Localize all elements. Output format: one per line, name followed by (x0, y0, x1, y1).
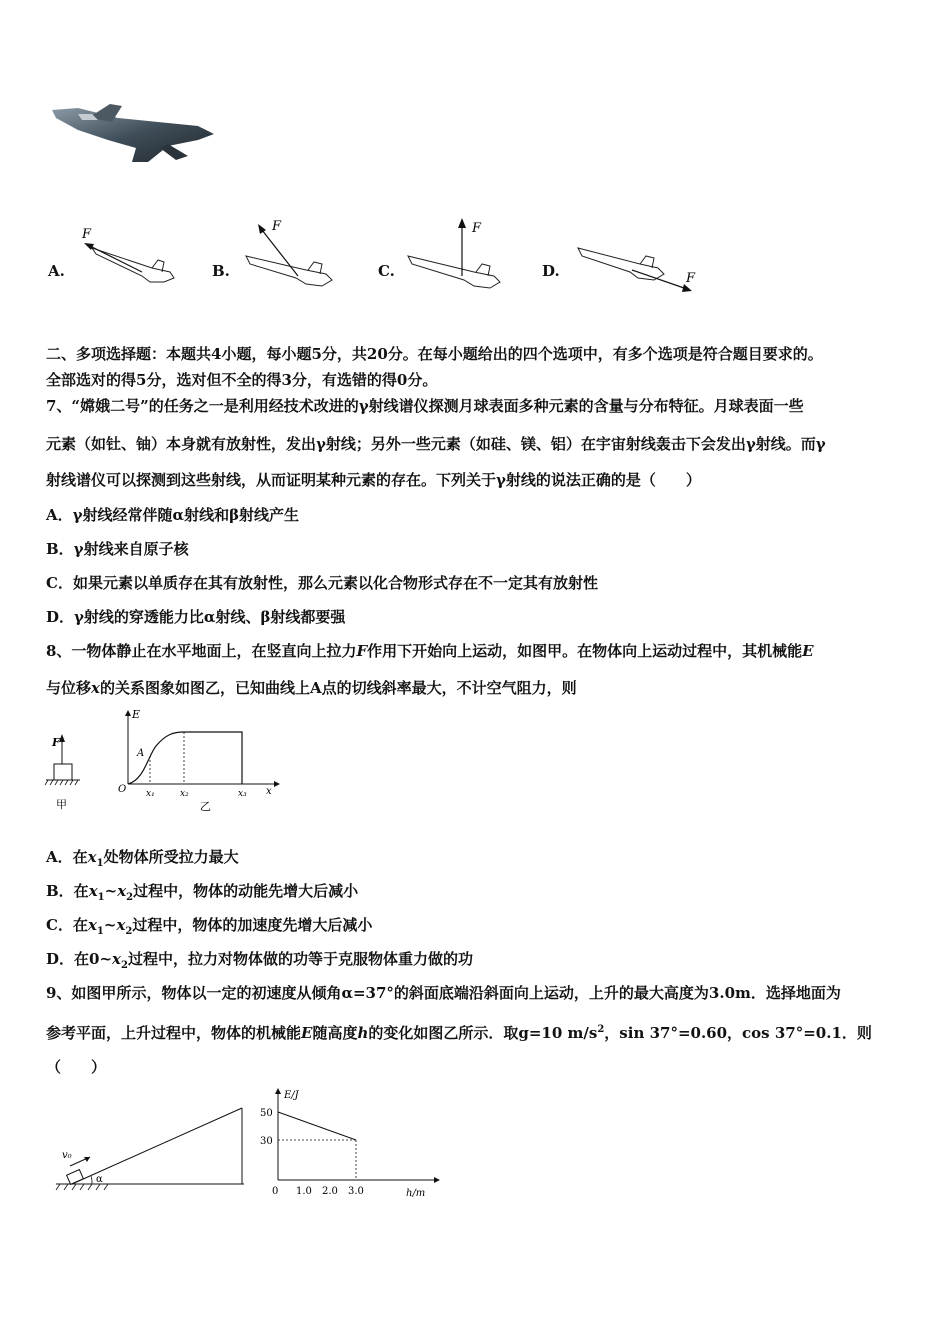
option-a-label: A. (48, 262, 65, 280)
q8-opt-c-tilde: ~ (103, 916, 117, 934)
q8-text-2b: 的关系图象如图乙，已知曲线上A点的切线斜率最大，不计空气阻力，则 (99, 679, 577, 697)
q9-fig-y50: 50 (260, 1108, 273, 1119)
q7-stem-line1: 7、“嫦娥二号”的任务之一是利用经技术改进的γ射线谱仪探测月球表面多种元素的含量与分布特征。月球表面一些 (46, 397, 804, 415)
q8-text-1a: 8、一物体静止在水平地面上，在竖直向上拉力 (46, 642, 357, 660)
q8-opt-c-pre: C．在 (46, 916, 88, 934)
q8-opt-b-x1: x (88, 882, 98, 900)
q8-var-F: F (356, 642, 368, 660)
option-a-figure (72, 220, 182, 300)
section2-line1: 二、多项选择题：本题共4小题，每小题5分，共20分。在每小题给出的四个选项中，有多个选项是符合题目要求的。 (46, 345, 823, 363)
q8-fig-jia-label: 甲 (56, 798, 67, 811)
q8-fig-x3: x₃ (238, 789, 247, 799)
q7-option-c: C．如果元素以单质存在其有放射性，那么元素以化合物形式存在不一定其有放射性 (46, 574, 598, 592)
q9-fig-xlabel: h/m (406, 1188, 426, 1198)
option-d-label: D. (542, 262, 560, 280)
q8-opt-a-pre: A．在 (46, 848, 88, 866)
q8-opt-b-tilde: ~ (104, 882, 118, 900)
q8-text-1b: 作用下开始向上运动，如图甲。在物体向上运动过程中，其机械能 (367, 642, 803, 660)
q9-sup: 2 (597, 1024, 605, 1035)
q8-opt-a-x: x (87, 848, 97, 866)
q8-opt-c-x2: x (116, 916, 126, 934)
q8-opt-d-post: 过程中，拉力对物体做的功等于克服物体重力做的功 (127, 950, 473, 968)
q8-text-2a: 与位移 (46, 679, 92, 697)
q8-opt-c-x1: x (87, 916, 97, 934)
force-label-a: F (82, 227, 92, 242)
q9-var-E: E (301, 1024, 313, 1042)
q8-opt-d-s: 2 (120, 960, 128, 971)
q8-stem-line2 (46, 678, 577, 698)
q8-option-a (46, 847, 239, 874)
q9-var-h: h (357, 1024, 369, 1042)
q9-text-2b: 随高度 (312, 1024, 358, 1042)
section2-line2: 全部选对的得5分，选对但不全的得3分，有选错的得0分。 (46, 371, 438, 389)
q8-stem-line1 (46, 641, 814, 661)
q8-opt-a-post: 处物体所受拉力最大 (103, 848, 239, 866)
q8-opt-b-s1: 1 (97, 892, 105, 903)
q9-text-2d: ，sin 37°=0.60，cos 37°=0.1．则 (604, 1024, 872, 1042)
q7-option-d: D．γ射线的穿透能力比α射线、β射线都要强 (46, 608, 346, 626)
q9-fig-x0: 0 (272, 1186, 279, 1197)
q8-var-x: x (91, 679, 100, 697)
q8-opt-c-s2: 2 (125, 926, 133, 937)
q8-fig-yi (118, 708, 280, 813)
q7-stem-line2: 元素（如钍、铀）本身就有放射性，发出γ射线；另外一些元素（如硅、镁、铝）在宇宙射线轰击下会发出γ射线。而γ (46, 435, 826, 453)
q8-opt-c-post: 过程中，物体的加速度先增大后减小 (132, 916, 373, 934)
q8-figure (44, 706, 284, 816)
force-label-d: F (686, 271, 696, 286)
q9-fig-v0: v₀ (62, 1150, 72, 1161)
q9-fig-x2: 2.0 (322, 1186, 338, 1197)
q8-fig-O: O (118, 784, 127, 795)
q8-opt-d-pre: D．在0~ (46, 950, 113, 968)
q8-fig-A: A (137, 748, 145, 759)
q8-fig-E: E (132, 708, 141, 721)
q9-text-2c: 的变化如图乙所示．取g=10 m/s (368, 1024, 598, 1042)
q8-fig-x1: x₁ (146, 789, 155, 799)
q8-option-b (46, 881, 358, 908)
q8-fig-x2: x₂ (180, 789, 189, 799)
q9-fig-x3: 3.0 (348, 1186, 364, 1197)
q9-fig-y30: 30 (260, 1136, 273, 1147)
q7-option-a: A．γ射线经常伴随α射线和β射线产生 (46, 506, 300, 524)
q9-stem-line3: （ ） (46, 1058, 107, 1076)
force-label-b: F (272, 219, 282, 234)
q9-stem-line2 (46, 1020, 872, 1043)
q8-opt-b-s2: 2 (126, 892, 134, 903)
option-b-label: B. (212, 262, 230, 280)
q9-fig-alpha: α (96, 1174, 103, 1185)
q8-opt-c-s1: 1 (96, 926, 104, 937)
option-d-figure (574, 238, 704, 302)
jet-fighter-photo (48, 100, 218, 170)
option-c-figure (404, 214, 514, 300)
q9-text-2a: 参考平面，上升过程中，物体的机械能 (46, 1024, 302, 1042)
q9-incline-figure (52, 1096, 252, 1196)
q8-var-E: E (802, 642, 814, 660)
q9-energy-graph (254, 1086, 444, 1198)
q8-opt-b-post: 过程中，物体的动能先增大后减小 (133, 882, 359, 900)
q7-stem-line3: 射线谱仪可以探测到这些射线，从而证明某种元素的存在。下列关于γ射线的说法正确的是（ ） (46, 471, 701, 489)
force-label-c: F (472, 221, 482, 236)
q8-option-c (46, 915, 372, 942)
option-b-figure (236, 214, 346, 300)
option-c-label: C. (378, 262, 395, 280)
q9-fig-ylabel: E/J (284, 1090, 299, 1101)
q8-fig-x: x (266, 786, 272, 797)
q8-option-d (46, 949, 473, 976)
q8-opt-d-x: x (112, 950, 121, 968)
q8-fig-F: F (52, 736, 60, 749)
q7-option-b: B．γ射线来自原子核 (46, 540, 189, 558)
q9-fig-x1: 1.0 (296, 1186, 312, 1197)
q9-stem-line1: 9、如图甲所示，物体以一定的初速度从倾角α=37°的斜面底端沿斜面向上运动，上升的最大高度为3.0m．选择地面为 (46, 984, 841, 1002)
q8-opt-b-pre: B．在 (46, 882, 89, 900)
q8-opt-b-x2: x (117, 882, 127, 900)
q8-fig-yi-label: 乙 (200, 800, 211, 813)
q8-fig-jia (45, 734, 80, 811)
q8-opt-a-sub: 1 (96, 858, 104, 869)
